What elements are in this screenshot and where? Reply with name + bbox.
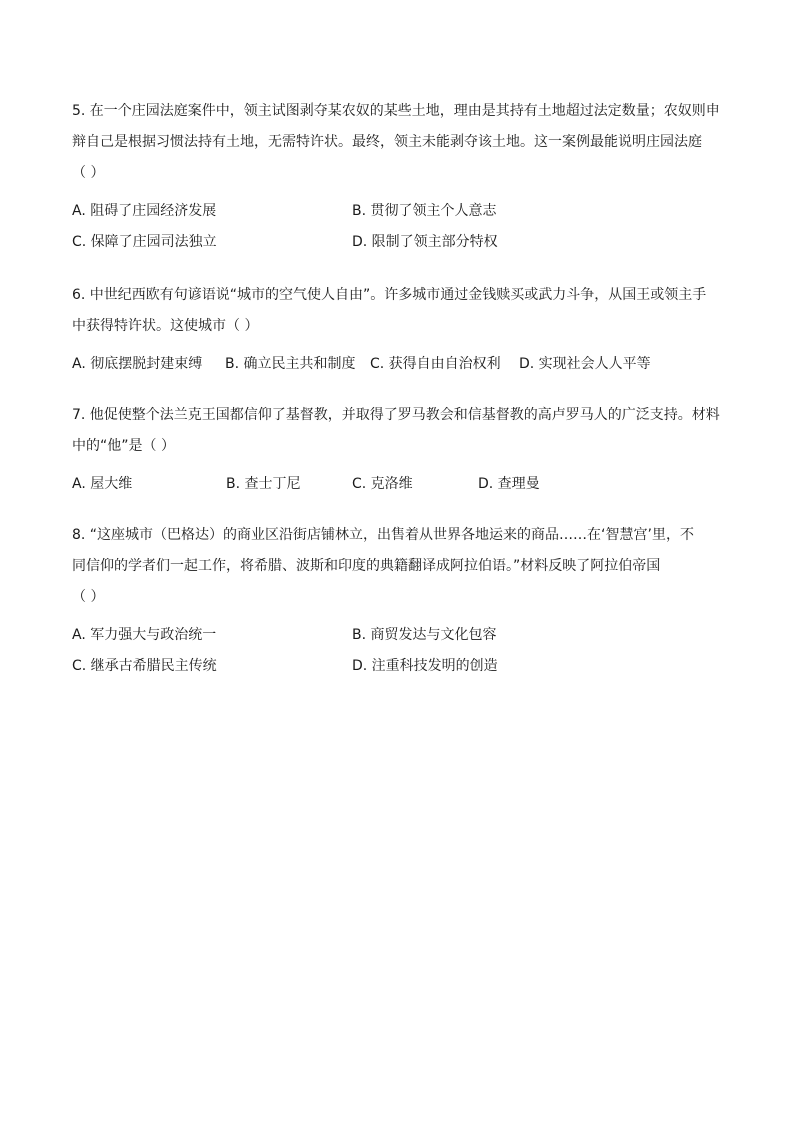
- stem-line: 中的“他”是（ ）: [72, 438, 175, 454]
- question-5: [72, 96, 724, 253]
- option-c: C. 保障了庄园司法独立: [72, 234, 217, 250]
- question-stem: [72, 280, 724, 342]
- option-a: A. 彻底摆脱封建束缚: [72, 356, 203, 372]
- question-6: [72, 280, 724, 375]
- options-grid: [72, 200, 724, 253]
- option-b: B. 查士丁尼: [226, 476, 301, 492]
- stem-line: 8. “这座城市（巴格达）的商业区沿街店铺林立，出售着从世界各地运来的商品……在‘智慧宫’里，不: [72, 527, 694, 543]
- option-d: D. 注重科技发明的创造: [352, 658, 498, 674]
- option-d: D. 限制了领主部分特权: [352, 234, 498, 250]
- question-8: [72, 520, 724, 677]
- question-stem: [72, 96, 724, 189]
- option-c: C. 获得自由自治权利: [370, 356, 501, 372]
- option-d: D. 实现社会人人平等: [519, 356, 651, 372]
- question-stem: [72, 400, 724, 462]
- stem-line: （ ）: [72, 589, 105, 605]
- stem-line: 同信仰的学者们一起工作，将希腊、波斯和印度的典籍翻译成阿拉伯语。”材料反映了阿拉伯帝国: [72, 558, 661, 574]
- option-a: A. 屋大维: [72, 476, 133, 492]
- option-b: B. 贯彻了领主个人意志: [352, 203, 497, 219]
- option-c: C. 克洛维: [352, 476, 413, 492]
- options-grid: [72, 624, 724, 677]
- option-a: A. 军力强大与政治统一: [72, 627, 217, 643]
- stem-line: 辩自己是根据习惯法持有土地，无需特许状。最终，领主未能剥夺该土地。这一案例最能说明庄园法庭: [72, 134, 702, 150]
- option-d: D. 查理曼: [478, 476, 540, 492]
- option-c: C. 继承古希腊民主传统: [72, 658, 217, 674]
- option-b: B. 确立民主共和制度: [225, 356, 356, 372]
- options-row: [72, 353, 724, 375]
- options-row: [72, 473, 724, 495]
- stem-line: 6. 中世纪西欧有句谚语说“城市的空气使人自由”。许多城市通过金钱赎买或武力斗争，从国王或领主手: [72, 287, 707, 303]
- option-b: B. 商贸发达与文化包容: [352, 627, 497, 643]
- question-7: [72, 400, 724, 495]
- stem-line: 中获得特许状。这使城市（ ）: [72, 318, 259, 334]
- stem-line: （ ）: [72, 165, 105, 181]
- question-stem: [72, 520, 724, 613]
- stem-line: 5. 在一个庄园法庭案件中，领主试图剥夺某农奴的某些土地，理由是其持有土地超过法定数量；农奴则申: [72, 103, 720, 119]
- stem-line: 7. 他促使整个法兰克王国都信仰了基督教，并取得了罗马教会和信基督教的高卢罗马人的广泛支持。材料: [72, 407, 720, 423]
- option-a: A. 阻碍了庄园经济发展: [72, 203, 217, 219]
